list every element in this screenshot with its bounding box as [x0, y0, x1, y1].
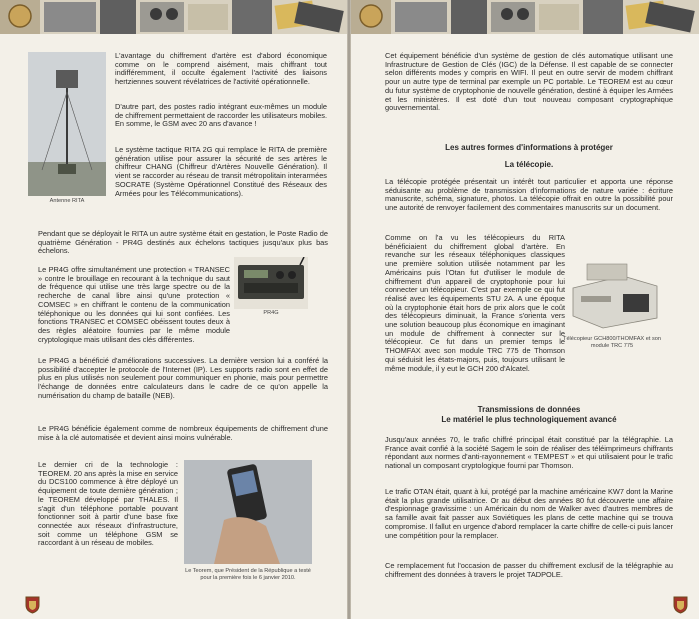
left-paragraph-5: Le PR4G offre simultanément une protection « TRANSEC » contre le brouillage en recourant à la technique du saut de fréquence qui utilise une très large spectre ou de la recherche de canal libre ainsi qu'une protection « COMSEC » en chiffrant le contenu de la communication téléphonique ou les données qui lui sont confiées. Les fonctions TRANSEC et COMSEC obéissent toutes deux à des règles aléatoire fournies par le même module cryptologique mais utilisant des clés différentes. [38, 265, 230, 344]
heading-other-forms: Les autres formes d'informations à protéger [445, 143, 613, 152]
left-paragraph-2: D'autre part, des postes radio intégrant eux-mêmes un module de chiffrement permettaient de raccorder les utilisateurs mobiles. En somme, le GSM avec 20 ans d'avance ! [115, 102, 327, 129]
left-paragraph-4: Pendant que se déployait le RITA un autre système était en gestation, le Poste Radio de quatrième Génération - PR4G destinés aux échelons tactiques jusqu'aux plus bas échelons. [38, 229, 328, 256]
right-paragraph-5: Le trafic OTAN était, quant à lui, protégé par la machine américaine KW7 dont la Marine était la plus grande utilisatrice. Or au début des années 80 fut découverte une affaire d'espionnage gravissime : un Américain du nom de Walker avec d'autres membres de sa famille avait fait passer aux Soviétiques les plans de cette machine qui se trouva compromise. Il fallut en urgence d'abord remplacer la carte chiffre de celle-ci puis lancer une compétition pour la remplacer. [385, 487, 673, 540]
teorem-photo-caption: Le Teorem, que Président de la République a testé pour la première fois le 6 janvier 2010. [185, 568, 311, 581]
left-crest-icon [25, 596, 40, 614]
right-header-banner [351, 0, 699, 34]
rita-photo-caption: Antenne RITA [49, 198, 85, 204]
left-paragraph-3: Le système tactique RITA 2G qui remplace le RITA de première génération utilise pour assurer la sécurité de ses artères le chiffreur CHANG (Chiffreur d'Artères Nouvelle Génération). Il vient se raccorder au réseau de transit métropolitain interarmées SOCRATE (Système Opérationnel Constitué des Réseaux des Armées pour les Télécommunications). [115, 145, 327, 198]
left-header-banner [0, 0, 347, 34]
pr4g-photo-caption: PR4G [263, 310, 279, 316]
heading-advanced-equipment: Le matériel le plus technologiquement avancé [441, 415, 617, 424]
pr4g-radio-photo [234, 257, 308, 309]
right-page [351, 0, 699, 619]
heading-telecopie: La télécopie. [504, 160, 554, 169]
left-paragraph-7: Le PR4G bénéficie également comme de nombreux équipements de chiffrement d'une mise à la clé automatisée et devient ainsi moins vulnérable. [38, 424, 328, 442]
right-banner-collage [351, 0, 699, 34]
teorem-phone-photo [184, 460, 312, 564]
right-paragraph-1: Cet équipement bénéficie d'un système de gestion de clés automatique utilisant une Infrastructure de Gestion de Clés (IGC) de la Défense. Il est capable de se connecter selon différents modes y compris en WIFI. Il peut en outre servir de modem chiffrant pour un autre type de terminal par exemple un PC portable. Le TEOREM est au cœur du futur système de cryptophonie de nouvelle génération, destiné à équiper les Armées et les ministères. Il est doté d'un tout nouveau composant cryptographique gouvernemental. [385, 51, 673, 113]
heading-data-transmissions: Transmissions de données [477, 405, 581, 414]
left-banner-collage [0, 0, 347, 34]
fax-photo-caption: Télécopieur GCH800/THOMFAX et son module TRC 775 [563, 336, 661, 349]
rita-antenna-photo [28, 52, 106, 196]
right-paragraph-6: Ce remplacement fut l'occasion de passer du chiffrement exclusif de la télégraphie au chiffrement des données à travers le projet TADPOLE. [385, 561, 673, 579]
right-paragraph-4: Jusqu'aux années 70, le trafic chiffré principal était constitué par la télégraphie. La France avait confié à la société Sagem le soin de réaliser des téléimprimeurs chiffrants répondant aux normes d'anti-rayonnement « TEMPEST » et qui utilisaient pour le trafic national un composant cryptologique fourni par Thomson. [385, 435, 673, 471]
right-crest-icon [673, 596, 688, 614]
left-paragraph-8: Le dernier cri de la technologie : TEOREM. 20 ans après la mise en service du DCS100 commence à être déployé un équipement de toute dernière génération ; le TEOREM développé par THALES. Il s'agit d'un téléphone portable pouvant fonctionner soit à partir d'une base fixe connectée aux réseaux d'infrastructure, soit comme un téléphone GSM se raccordant à un réseau de mobiles. [38, 460, 178, 548]
left-paragraph-6: Le PR4G a bénéficié d'améliorations successives. La dernière version lui a conféré la possibilité d'accepter le protocole de l'Internet (IP). Les supports radio sont en effet de plus en plus utilisés non seulement pour communiquer en phonie, mais pour permettre l'échange de données entre calculateurs dans le cadre de ce qu'on appelle la numérisation du champ de bataille (NEB). [38, 356, 328, 400]
right-paragraph-2: La télécopie protégée présentait un intérêt tout particulier et apporta une réponse séduisante au problème de transmission d'informations de nature variée : écriture manuscrite, schéma, signature, photos. La télécopie offrait en outre la possibilité pour une autorité de renvoyer facilement des commentaires manuscrits sur un document. [385, 177, 673, 213]
left-paragraph-1: L'avantage du chiffrement d'artère est d'abord économique comme on le comprend aisément, mais chiffrant tout indifféremment, il occulte également l'activité des liaisons hertziennes souvent révélatrices de l'activité opérationnelle. [115, 51, 327, 87]
left-page [0, 0, 347, 619]
fax-machine-photo [563, 258, 661, 332]
right-paragraph-3: Comme on l'a vu les télécopieurs du RITA bénéficiaient du chiffrement global d'artère. En revanche sur les réseaux téléphoniques classiques une première solution utilisée notamment par les Américains puis l'Otan fut d'utiliser le module de chiffrement d'un appareil de cryptophonie pour lui connecter un télécopieur. C'est par exemple ce qui fut réalisé avec les équipements STU 2A. A une époque où la cryptophonie était hors de prix alors que le coût des télécopieurs diminuait, la France s'orienta vers une solution beaucoup plus économique en imaginant un module de chiffrement à connecter sur le télécopieur. Ce fut dans un premier temps le THOMFAX avec son module TRC 775 de Thomson qui séduisit les états-majors, puis, toujours utilisant le même module, il y eut le GCH 200 d'Alcatel. [385, 233, 565, 373]
